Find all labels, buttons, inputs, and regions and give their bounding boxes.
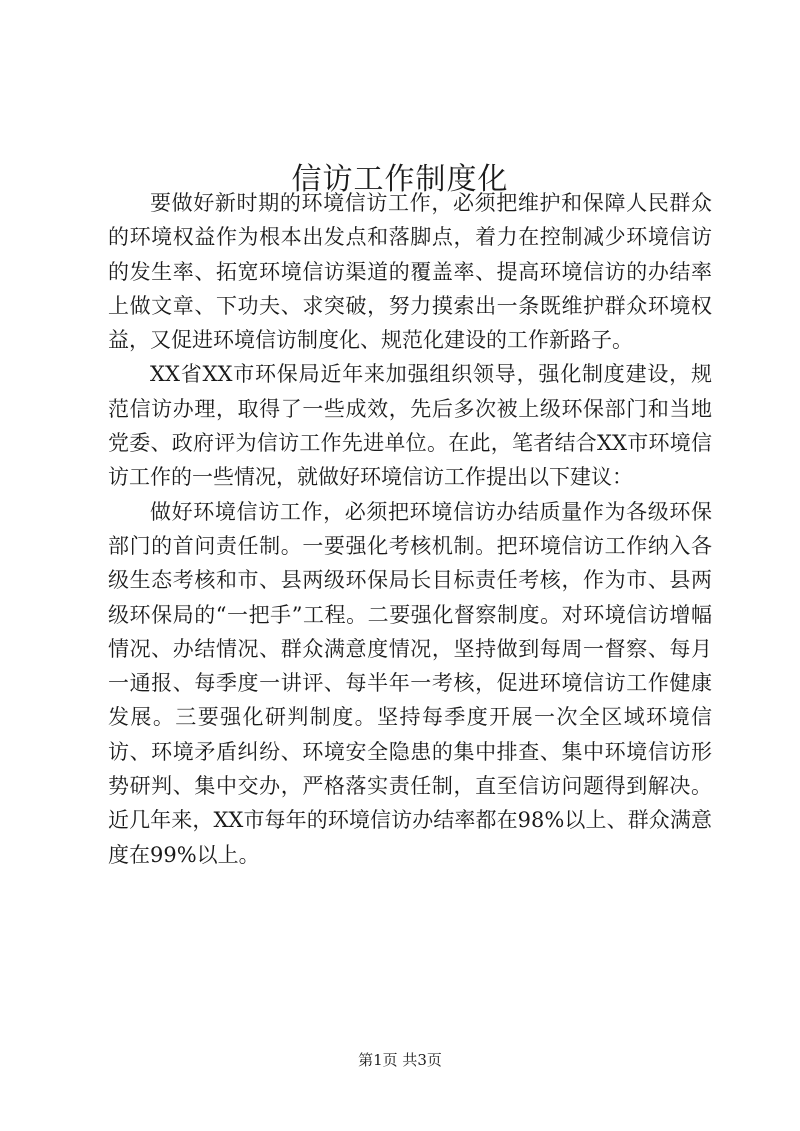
paragraph-3: 做好环境信访工作，必须把环境信访办结质量作为各级环保部门的首问责任制。一要强化考核机制。把环境信访工作纳入各级生态考核和市、县两级环保局长目标责任考核，作为市、县两级环保局的“一把手”工程。二要强化督察制度。对环境信访增幅情况、办结情况、群众满意度情况，坚持做到每周一督察、每月一通报、每季度一讲评、每半年一考核，促进环境信访工作健康发展。三要强化研判制度。坚持每季度开展一次全区域环境信访、环境矛盾纠纷、环境安全隐患的集中排查、集中环境信访形势研判、集中交办，严格落实责任制，直至信访问题得到解决。近几年来，XX市每年的环境信访办结率都在98%以上、群众满意度在99%以上。: [108, 499, 712, 867]
paragraph-1: 要做好新时期的环境信访工作，必须把维护和保障人民群众的环境权益作为根本出发点和落脚点，着力在控制减少环境信访的发生率、拓宽环境信访渠道的覆盖率、提高环境信访的办结率上做文章、下功夫、求突破，努力摸索出一条既维护群众环境权益，又促进环境信访制度化、规范化建设的工作新路子。: [108, 191, 712, 353]
document-body: [108, 186, 712, 872]
page-footer: 第1页 共3页: [358, 1051, 442, 1069]
document-title: 信访工作制度化: [291, 162, 509, 198]
paragraph-2: XX省XX市环保局近年来加强组织领导，强化制度建设，规范信访办理，取得了一些成效，先后多次被上级环保部门和当地党委、政府评为信访工作先进单位。在此，笔者结合XX市环境信访工作的一些情况，就做好环境信访工作提出以下建议：: [108, 362, 712, 490]
